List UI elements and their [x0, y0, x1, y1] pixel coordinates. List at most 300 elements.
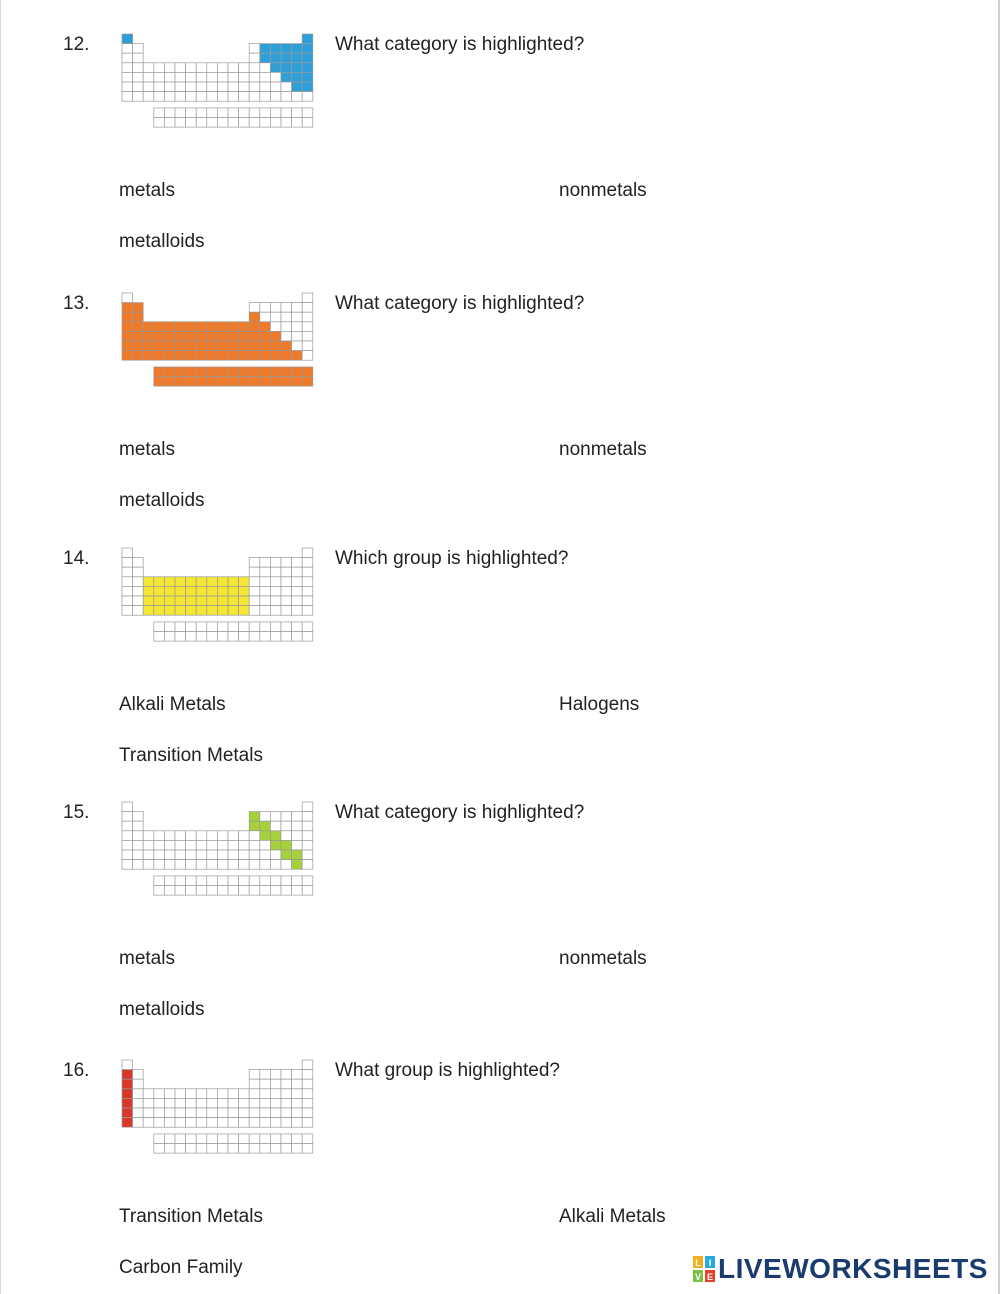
element-cell [175, 1098, 186, 1108]
element-cell [270, 606, 281, 616]
element-cell [281, 812, 292, 822]
element-cell [249, 622, 260, 632]
element-cell [292, 876, 303, 886]
highlighted-element-cell [122, 322, 133, 332]
highlighted-element-cell [260, 331, 271, 341]
highlighted-element-cell [207, 577, 218, 587]
highlighted-element-cell [249, 331, 260, 341]
element-cell [281, 876, 292, 886]
answer-option[interactable]: Transition Metals [119, 745, 263, 766]
element-cell [249, 840, 260, 850]
element-cell [207, 108, 218, 118]
element-cell [281, 1079, 292, 1089]
highlighted-element-cell [175, 596, 186, 606]
element-cell [292, 1144, 303, 1154]
highlighted-element-cell [260, 831, 271, 841]
answer-option[interactable]: Halogens [559, 694, 640, 715]
element-cell [133, 860, 144, 870]
element-cell [122, 577, 133, 587]
element-cell [207, 118, 218, 128]
element-cell [302, 1108, 313, 1118]
element-cell [270, 886, 281, 896]
element-cell [154, 886, 165, 896]
element-cell [217, 63, 228, 73]
element-cell [217, 1098, 228, 1108]
element-cell [122, 72, 133, 82]
answer-option[interactable]: metals [119, 948, 175, 969]
highlighted-element-cell [196, 606, 207, 616]
element-cell [302, 341, 313, 351]
element-cell [207, 1098, 218, 1108]
highlighted-element-cell [196, 596, 207, 606]
element-cell [164, 886, 175, 896]
element-cell [281, 860, 292, 870]
highlighted-element-cell [196, 331, 207, 341]
element-cell [175, 1134, 186, 1144]
element-cell [217, 82, 228, 92]
element-cell [239, 108, 250, 118]
element-cell [270, 632, 281, 642]
answer-option[interactable]: metalloids [119, 999, 205, 1020]
element-cell [196, 1144, 207, 1154]
element-cell [270, 72, 281, 82]
element-cell [270, 1089, 281, 1099]
highlighted-element-cell [228, 377, 239, 387]
element-cell [228, 622, 239, 632]
highlighted-element-cell [281, 377, 292, 387]
element-cell [292, 1070, 303, 1080]
element-cell [260, 876, 271, 886]
highlighted-element-cell [249, 377, 260, 387]
highlighted-element-cell [207, 596, 218, 606]
highlighted-element-cell [122, 1070, 133, 1080]
element-cell [164, 118, 175, 128]
highlighted-element-cell [292, 63, 303, 73]
element-cell [302, 850, 313, 860]
element-cell [302, 1089, 313, 1099]
answer-option[interactable]: metals [119, 180, 175, 201]
highlighted-element-cell [239, 367, 250, 377]
question-16 [0, 1036, 1000, 1286]
highlighted-element-cell [281, 53, 292, 63]
element-cell [249, 606, 260, 616]
element-cell [270, 1098, 281, 1108]
element-cell [133, 1089, 144, 1099]
element-cell [196, 1098, 207, 1108]
element-cell [260, 596, 271, 606]
highlighted-element-cell [249, 367, 260, 377]
element-cell [154, 1089, 165, 1099]
element-cell [122, 92, 133, 102]
element-cell [217, 622, 228, 632]
highlighted-element-cell [228, 351, 239, 361]
highlighted-element-cell [122, 34, 133, 44]
element-cell [133, 558, 144, 568]
highlighted-element-cell [228, 577, 239, 587]
element-cell [133, 821, 144, 831]
element-cell [133, 1118, 144, 1128]
element-cell [143, 82, 154, 92]
element-cell [122, 606, 133, 616]
element-cell [164, 850, 175, 860]
highlighted-element-cell [281, 72, 292, 82]
element-cell [302, 821, 313, 831]
answer-option[interactable]: Transition Metals [119, 1206, 263, 1227]
highlighted-element-cell [217, 322, 228, 332]
answer-option[interactable]: nonmetals [559, 180, 647, 201]
element-cell [164, 1098, 175, 1108]
highlighted-element-cell [302, 82, 313, 92]
element-cell [196, 840, 207, 850]
highlighted-element-cell [217, 341, 228, 351]
element-cell [302, 312, 313, 322]
element-cell [217, 1108, 228, 1118]
question-prompt: Which group is highlighted? [335, 548, 569, 569]
element-cell [196, 118, 207, 128]
element-cell [270, 322, 281, 332]
element-cell [260, 1144, 271, 1154]
element-cell [260, 1089, 271, 1099]
element-cell [239, 1089, 250, 1099]
highlighted-element-cell [143, 606, 154, 616]
element-cell [122, 567, 133, 577]
answer-option[interactable]: nonmetals [559, 439, 647, 460]
element-cell [270, 1118, 281, 1128]
element-cell [122, 293, 133, 303]
element-cell [207, 860, 218, 870]
highlighted-element-cell [143, 586, 154, 596]
element-cell [143, 840, 154, 850]
element-cell [207, 876, 218, 886]
element-cell [260, 840, 271, 850]
element-cell [154, 1098, 165, 1108]
highlighted-element-cell [228, 367, 239, 377]
element-cell [164, 1134, 175, 1144]
element-cell [239, 92, 250, 102]
element-cell [260, 1118, 271, 1128]
highlighted-element-cell [122, 1108, 133, 1118]
highlighted-element-cell [217, 367, 228, 377]
element-cell [249, 831, 260, 841]
element-cell [281, 606, 292, 616]
element-cell [249, 1079, 260, 1089]
element-cell [207, 63, 218, 73]
highlighted-element-cell [292, 850, 303, 860]
answer-option[interactable]: Carbon Family [119, 1257, 243, 1278]
element-cell [270, 1079, 281, 1089]
highlighted-element-cell [122, 1089, 133, 1099]
element-cell [154, 118, 165, 128]
element-cell [154, 876, 165, 886]
element-cell [249, 850, 260, 860]
element-cell [164, 108, 175, 118]
highlighted-element-cell [122, 1118, 133, 1128]
element-cell [260, 118, 271, 128]
element-cell [249, 44, 260, 54]
highlighted-element-cell [196, 577, 207, 587]
element-cell [281, 821, 292, 831]
element-cell [133, 1070, 144, 1080]
element-cell [270, 567, 281, 577]
element-cell [302, 632, 313, 642]
element-cell [175, 850, 186, 860]
element-cell [281, 118, 292, 128]
element-cell [143, 72, 154, 82]
highlighted-element-cell [217, 596, 228, 606]
highlighted-element-cell [143, 322, 154, 332]
highlighted-element-cell [270, 840, 281, 850]
element-cell [302, 1060, 313, 1070]
element-cell [143, 860, 154, 870]
element-cell [281, 1144, 292, 1154]
question-15 [0, 778, 1000, 1028]
highlighted-element-cell [164, 606, 175, 616]
element-cell [292, 312, 303, 322]
element-cell [249, 118, 260, 128]
element-cell [249, 577, 260, 587]
answer-option[interactable]: Alkali Metals [559, 1206, 666, 1227]
element-cell [302, 586, 313, 596]
element-cell [249, 72, 260, 82]
highlighted-element-cell [175, 377, 186, 387]
highlighted-element-cell [249, 351, 260, 361]
element-cell [302, 812, 313, 822]
element-cell [133, 577, 144, 587]
element-cell [207, 1089, 218, 1099]
element-cell [196, 1134, 207, 1144]
element-cell [186, 108, 197, 118]
highlighted-element-cell [186, 351, 197, 361]
highlighted-element-cell [186, 606, 197, 616]
element-cell [281, 577, 292, 587]
highlighted-element-cell [260, 377, 271, 387]
element-cell [249, 632, 260, 642]
element-cell [228, 72, 239, 82]
element-cell [292, 812, 303, 822]
highlighted-element-cell [249, 341, 260, 351]
element-cell [186, 1134, 197, 1144]
element-cell [175, 831, 186, 841]
highlighted-element-cell [302, 34, 313, 44]
highlighted-element-cell [302, 367, 313, 377]
element-cell [239, 850, 250, 860]
highlighted-element-cell [239, 351, 250, 361]
element-cell [175, 632, 186, 642]
element-cell [133, 63, 144, 73]
element-cell [292, 586, 303, 596]
element-cell [239, 1134, 250, 1144]
element-cell [133, 840, 144, 850]
highlighted-element-cell [122, 303, 133, 313]
element-cell [292, 92, 303, 102]
element-cell [186, 831, 197, 841]
element-cell [270, 118, 281, 128]
liveworksheets-logo-icon [692, 1255, 716, 1283]
highlighted-element-cell [292, 44, 303, 54]
element-cell [154, 72, 165, 82]
element-cell [302, 622, 313, 632]
element-cell [260, 606, 271, 616]
element-cell [196, 1089, 207, 1099]
element-cell [196, 860, 207, 870]
element-cell [133, 72, 144, 82]
element-cell [122, 596, 133, 606]
element-cell [249, 1134, 260, 1144]
highlighted-element-cell [133, 322, 144, 332]
element-cell [143, 831, 154, 841]
element-cell [122, 558, 133, 568]
element-cell [207, 840, 218, 850]
element-cell [133, 53, 144, 63]
element-cell [133, 606, 144, 616]
element-cell [133, 1108, 144, 1118]
highlighted-element-cell [154, 351, 165, 361]
element-cell [260, 558, 271, 568]
answer-option[interactable]: Alkali Metals [119, 694, 226, 715]
element-cell [217, 876, 228, 886]
question-13 [0, 269, 1000, 519]
highlighted-element-cell [239, 606, 250, 616]
element-cell [292, 596, 303, 606]
element-cell [122, 53, 133, 63]
highlighted-element-cell [122, 1098, 133, 1108]
element-cell [186, 860, 197, 870]
highlighted-element-cell [133, 331, 144, 341]
answer-option[interactable]: metalloids [119, 490, 205, 511]
highlighted-element-cell [133, 341, 144, 351]
highlighted-element-cell [239, 577, 250, 587]
element-cell [228, 850, 239, 860]
element-cell [164, 831, 175, 841]
element-cell [122, 821, 133, 831]
element-cell [133, 1098, 144, 1108]
highlighted-element-cell [270, 351, 281, 361]
element-cell [196, 632, 207, 642]
highlighted-element-cell [164, 341, 175, 351]
answer-option[interactable]: nonmetals [559, 948, 647, 969]
element-cell [249, 567, 260, 577]
element-cell [239, 632, 250, 642]
highlighted-element-cell [154, 341, 165, 351]
element-cell [186, 72, 197, 82]
element-cell [270, 108, 281, 118]
highlighted-element-cell [270, 367, 281, 377]
element-cell [122, 860, 133, 870]
element-cell [175, 108, 186, 118]
highlighted-element-cell [186, 577, 197, 587]
highlighted-element-cell [186, 341, 197, 351]
highlighted-element-cell [133, 351, 144, 361]
element-cell [292, 322, 303, 332]
highlighted-element-cell [270, 831, 281, 841]
element-cell [175, 1144, 186, 1154]
element-cell [154, 622, 165, 632]
answer-option[interactable]: metalloids [119, 231, 205, 252]
element-cell [249, 558, 260, 568]
highlighted-element-cell [164, 351, 175, 361]
periodic-table-image [120, 546, 315, 664]
element-cell [260, 1098, 271, 1108]
highlighted-element-cell [143, 351, 154, 361]
element-cell [186, 840, 197, 850]
liveworksheets-brand [692, 1252, 988, 1286]
element-cell [154, 831, 165, 841]
element-cell [186, 1098, 197, 1108]
element-cell [207, 92, 218, 102]
element-cell [281, 632, 292, 642]
element-cell [228, 886, 239, 896]
element-cell [207, 886, 218, 896]
element-cell [122, 63, 133, 73]
svg-text:L: L [695, 1258, 701, 1268]
question-prompt: What category is highlighted? [335, 34, 585, 55]
element-cell [175, 118, 186, 128]
element-cell [154, 92, 165, 102]
highlighted-element-cell [207, 377, 218, 387]
question-12 [0, 10, 1000, 260]
element-cell [154, 1144, 165, 1154]
element-cell [260, 622, 271, 632]
element-cell [292, 567, 303, 577]
element-cell [207, 1118, 218, 1128]
element-cell [122, 840, 133, 850]
element-cell [249, 108, 260, 118]
highlighted-element-cell [217, 586, 228, 596]
element-cell [292, 118, 303, 128]
element-cell [260, 1070, 271, 1080]
answer-option[interactable]: metals [119, 439, 175, 460]
element-cell [228, 82, 239, 92]
element-cell [292, 632, 303, 642]
highlighted-element-cell [207, 351, 218, 361]
highlighted-element-cell [302, 53, 313, 63]
highlighted-element-cell [249, 322, 260, 332]
element-cell [196, 72, 207, 82]
element-cell [270, 812, 281, 822]
highlighted-element-cell [260, 821, 271, 831]
highlighted-element-cell [281, 367, 292, 377]
element-cell [133, 831, 144, 841]
element-cell [239, 831, 250, 841]
highlighted-element-cell [217, 351, 228, 361]
element-cell [217, 850, 228, 860]
element-cell [239, 1108, 250, 1118]
question-number: 15. [63, 802, 90, 823]
element-cell [228, 92, 239, 102]
element-cell [217, 118, 228, 128]
element-cell [249, 586, 260, 596]
highlighted-element-cell [292, 367, 303, 377]
element-cell [186, 850, 197, 860]
element-cell [281, 831, 292, 841]
highlighted-element-cell [175, 577, 186, 587]
element-cell [260, 886, 271, 896]
element-cell [217, 886, 228, 896]
element-cell [292, 831, 303, 841]
element-cell [175, 840, 186, 850]
question-number: 16. [63, 1060, 90, 1081]
highlighted-element-cell [122, 1079, 133, 1089]
element-cell [281, 886, 292, 896]
element-cell [122, 802, 133, 812]
highlighted-element-cell [239, 586, 250, 596]
element-cell [133, 1079, 144, 1089]
element-cell [260, 312, 271, 322]
element-cell [239, 63, 250, 73]
element-cell [270, 850, 281, 860]
element-cell [302, 108, 313, 118]
element-cell [292, 1108, 303, 1118]
